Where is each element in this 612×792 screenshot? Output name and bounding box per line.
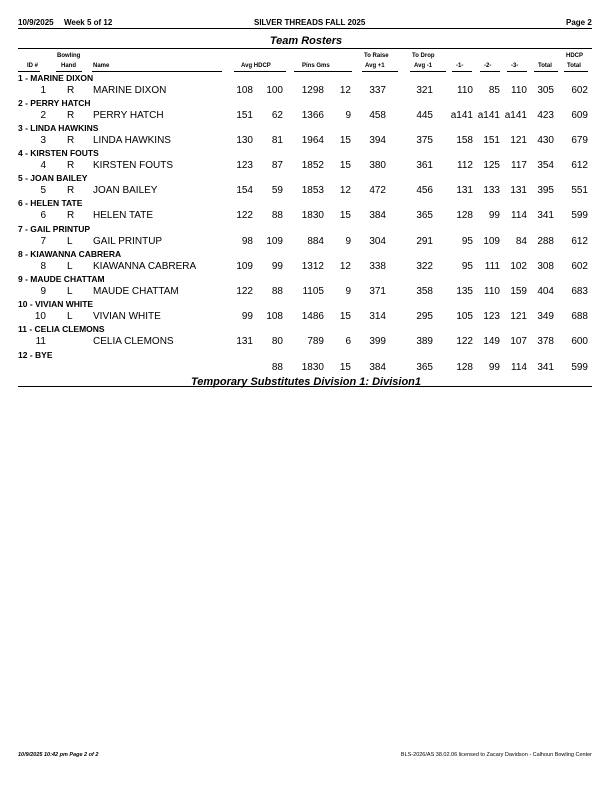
to-raise: 394 [369, 135, 386, 146]
col-game1: -1- [456, 63, 464, 69]
game-3: 84 [515, 236, 527, 247]
game-3: 117 [511, 160, 527, 171]
bowler-games: 15 [339, 160, 351, 171]
bowler-hdcp: 59 [271, 185, 283, 196]
bowler-hdcp: 99 [271, 261, 283, 272]
col-hdcp-total: Total [567, 63, 581, 69]
bowler-hdcp: 100 [266, 85, 283, 96]
team-label: 10 - VIVIAN WHITE [18, 299, 94, 309]
col-hdcp: HDCP [566, 53, 584, 59]
hdcp-total: 600 [571, 336, 588, 347]
col-game2: -2- [484, 63, 492, 69]
roster-row [0, 261, 612, 273]
game-3: 114 [511, 362, 527, 373]
roster-row [0, 236, 612, 248]
team-label: 5 - JOAN BAILEY [18, 173, 88, 183]
roster-row [0, 362, 612, 374]
hdcp-total: 612 [571, 236, 588, 247]
to-raise: 371 [369, 286, 386, 297]
bowler-hand: L [67, 261, 73, 272]
underline-to-raise [362, 71, 398, 72]
to-drop: 361 [416, 160, 433, 171]
game-3: 107 [510, 336, 527, 347]
col-pins-gms: Pins Gms [302, 63, 330, 69]
bowler-avg: 98 [241, 236, 253, 247]
bowler-id: 7 [40, 236, 46, 247]
series-total: 430 [537, 135, 554, 146]
game-3: 121 [510, 311, 527, 322]
bowler-avg: 122 [236, 210, 253, 221]
col-to-raise: To Raise [364, 53, 389, 59]
bowler-games: 9 [345, 236, 351, 247]
series-total: 395 [537, 185, 554, 196]
report-date: 10/9/2025 [18, 18, 54, 27]
bowler-pins: 1312 [301, 261, 324, 272]
bowler-pins: 1830 [301, 210, 324, 221]
bowler-name: KIRSTEN FOUTS [93, 160, 174, 171]
game-1: 158 [456, 135, 473, 146]
game-3: a141 [504, 110, 527, 121]
report-week: Week 5 of 12 [64, 18, 113, 27]
team-label: 11 - CELIA CLEMONS [18, 324, 105, 334]
bowler-hand: L [67, 236, 73, 247]
col-bowling: Bowling [57, 53, 81, 59]
bowler-avg: 109 [236, 261, 253, 272]
bowler-name: PERRY HATCH [93, 110, 164, 121]
bowler-avg: 131 [236, 336, 253, 347]
to-raise: 384 [369, 362, 386, 373]
bowler-id: 2 [40, 110, 46, 121]
team-label: 2 - PERRY HATCH [18, 98, 91, 108]
bowler-games: 15 [339, 210, 351, 221]
bowler-name: KIAWANNA CABRERA [93, 261, 197, 272]
roster-row [0, 160, 612, 172]
to-drop: 456 [416, 185, 433, 196]
to-raise: 399 [369, 336, 386, 347]
bowler-id: 9 [40, 286, 46, 297]
bowler-avg: 108 [236, 85, 253, 96]
bowler-games: 9 [345, 286, 351, 297]
underline-avg-hdcp [234, 71, 286, 72]
series-total: 288 [537, 236, 554, 247]
bowler-pins: 1852 [301, 160, 324, 171]
bowler-name: GAIL PRINTUP [93, 236, 163, 247]
game-1: 122 [456, 336, 473, 347]
series-total: 349 [537, 311, 554, 322]
roster-row [0, 135, 612, 147]
game-2: 151 [483, 135, 500, 146]
hdcp-total: 602 [571, 261, 588, 272]
col-avg-hdcp: Avg HDCP [241, 63, 271, 69]
substitutes-rule [18, 386, 592, 387]
underline-game2 [480, 71, 500, 72]
underline-game1 [452, 71, 472, 72]
col-avg-plus: Avg +1 [365, 63, 385, 69]
game-2: 149 [483, 336, 500, 347]
bowler-games: 12 [339, 185, 351, 196]
bowler-name: JOAN BAILEY [93, 185, 158, 196]
to-raise: 337 [369, 85, 386, 96]
bowler-games: 15 [339, 135, 351, 146]
col-id: ID # [27, 63, 39, 69]
game-3: 121 [510, 135, 527, 146]
bowler-pins: 1853 [301, 185, 324, 196]
col-avg-minus: Avg -1 [414, 63, 433, 69]
to-raise: 338 [369, 261, 386, 272]
series-total: 305 [537, 85, 554, 96]
bowler-hand: R [67, 135, 75, 146]
bowler-hand: L [67, 311, 73, 322]
bowler-id: 3 [40, 135, 46, 146]
hdcp-total: 683 [571, 286, 588, 297]
bowler-name: CELIA CLEMONS [93, 336, 174, 347]
to-raise: 304 [369, 236, 386, 247]
game-3: 159 [510, 286, 527, 297]
underline-hdcp-total [564, 71, 588, 72]
bowler-pins: 789 [307, 336, 324, 347]
bowler-hdcp: 80 [271, 336, 283, 347]
game-2: 133 [483, 185, 500, 196]
game-2: 109 [483, 236, 500, 247]
team-label: 6 - HELEN TATE [18, 198, 83, 208]
to-drop: 375 [416, 135, 433, 146]
series-total: 423 [537, 110, 554, 121]
col-name: Name [93, 63, 110, 69]
bowler-avg: 151 [236, 110, 253, 121]
hdcp-total: 602 [571, 85, 588, 96]
hdcp-total: 679 [571, 135, 588, 146]
bowler-avg: 123 [236, 160, 253, 171]
team-label: 9 - MAUDE CHATTAM [18, 274, 105, 284]
bowler-name: MAUDE CHATTAM [93, 286, 179, 297]
series-total: 341 [537, 210, 554, 221]
game-2: 85 [488, 85, 500, 96]
game-1: 105 [456, 311, 473, 322]
game-3: 110 [511, 85, 527, 96]
to-drop: 445 [416, 110, 433, 121]
team-label: 7 - GAIL PRINTUP [18, 224, 91, 234]
underline-to-drop [410, 71, 446, 72]
game-2: 110 [484, 286, 500, 297]
col-to-drop: To Drop [412, 53, 435, 59]
game-1: 128 [456, 210, 473, 221]
col-game3: -3- [511, 63, 519, 69]
bowler-hand: R [67, 160, 75, 171]
bowler-pins: 1964 [301, 135, 324, 146]
bowler-pins: 1830 [301, 362, 324, 373]
bowler-hand: R [67, 210, 75, 221]
to-raise: 384 [369, 210, 386, 221]
game-1: 95 [461, 261, 473, 272]
roster-row [0, 85, 612, 97]
bowler-hdcp: 87 [271, 160, 283, 171]
bowler-pins: 1298 [301, 85, 324, 96]
bowler-pins: 1486 [301, 311, 324, 322]
series-total: 341 [537, 362, 554, 373]
hdcp-total: 551 [571, 185, 588, 196]
game-2: a141 [477, 110, 500, 121]
substitutes-title: Temporary Substitutes Division 1: Division1 [190, 376, 422, 388]
bowler-id: 5 [40, 185, 46, 196]
bowler-name: HELEN TATE [93, 210, 154, 221]
col-hand: Hand [61, 63, 76, 69]
bowler-games: 9 [345, 110, 351, 121]
bowler-pins: 1366 [301, 110, 324, 121]
to-raise: 458 [369, 110, 386, 121]
bowler-hand: L [67, 286, 73, 297]
roster-row [0, 311, 612, 323]
game-1: 110 [457, 85, 473, 96]
bowler-id: 6 [40, 210, 46, 221]
to-drop: 322 [416, 261, 433, 272]
bowler-id: 10 [34, 311, 46, 322]
league-name: SILVER THREADS FALL 2025 [254, 18, 366, 27]
to-drop: 365 [416, 362, 433, 373]
to-drop: 321 [416, 85, 433, 96]
roster-row [0, 185, 612, 197]
team-label: 8 - KIAWANNA CABRERA [18, 249, 122, 259]
game-1: 135 [456, 286, 473, 297]
underline-total [534, 71, 558, 72]
roster-row [0, 110, 612, 122]
col-total: Total [538, 63, 552, 69]
bowler-pins: 1105 [302, 286, 324, 297]
game-2: 123 [483, 311, 500, 322]
roster-row [0, 336, 612, 348]
game-3: 114 [511, 210, 527, 221]
bowler-hdcp: 108 [266, 311, 283, 322]
to-raise: 472 [369, 185, 386, 196]
series-total: 404 [537, 286, 554, 297]
footer-license: BLS-2026/AS 38.02.06 licensed to Zacary Davidson - Calhoun Bowling Center [400, 752, 592, 758]
underline-id [18, 71, 40, 72]
game-3: 131 [510, 185, 527, 196]
hdcp-total: 599 [571, 210, 588, 221]
to-drop: 358 [416, 286, 433, 297]
roster-row [0, 286, 612, 298]
bowler-avg: 122 [236, 286, 253, 297]
to-raise: 314 [369, 311, 386, 322]
hdcp-total: 688 [571, 311, 588, 322]
bowler-games: 12 [339, 85, 351, 96]
team-label: 1 - MARINE DIXON [18, 73, 94, 83]
underline-pins-gms [294, 71, 352, 72]
page-title: Team Rosters [269, 35, 343, 47]
to-drop: 389 [416, 336, 433, 347]
team-label: 3 - LINDA HAWKINS [18, 123, 99, 133]
bowler-hdcp: 88 [271, 210, 283, 221]
team-label: 4 - KIRSTEN FOUTS [18, 148, 99, 158]
hdcp-total: 612 [571, 160, 588, 171]
series-total: 308 [537, 261, 554, 272]
bowler-hdcp: 81 [271, 135, 283, 146]
underline-game3 [507, 71, 527, 72]
underline-hand [56, 71, 82, 72]
bowler-hand: R [67, 110, 75, 121]
to-raise: 380 [369, 160, 386, 171]
bowler-id: 11 [35, 336, 46, 347]
bowler-hdcp: 109 [266, 236, 283, 247]
bowler-hand: R [67, 185, 75, 196]
hdcp-total: 599 [571, 362, 588, 373]
bowler-pins: 884 [307, 236, 324, 247]
bowler-hdcp: 88 [271, 362, 283, 373]
bowler-avg: 154 [236, 185, 253, 196]
team-label: 12 - BYE [18, 350, 53, 360]
bowler-games: 15 [339, 311, 351, 322]
to-drop: 295 [416, 311, 433, 322]
bowler-id: 4 [40, 160, 46, 171]
to-drop: 291 [416, 236, 433, 247]
title-rule [18, 48, 592, 49]
game-2: 99 [488, 362, 500, 373]
to-drop: 365 [416, 210, 433, 221]
game-2: 111 [484, 261, 500, 272]
bowler-hand: R [67, 85, 75, 96]
game-1: 95 [461, 236, 473, 247]
underline-name [92, 71, 222, 72]
footer-timestamp: 10/9/2025 10:42 pm Page 2 of 2 [18, 752, 99, 758]
game-2: 125 [483, 160, 500, 171]
bowler-games: 15 [339, 362, 351, 373]
header-rule [18, 28, 592, 29]
hdcp-total: 609 [571, 110, 588, 121]
series-total: 354 [537, 160, 554, 171]
bowler-hdcp: 62 [271, 110, 283, 121]
game-1: 112 [457, 160, 473, 171]
game-1: 131 [456, 185, 473, 196]
bowler-games: 6 [345, 336, 351, 347]
bowler-name: VIVIAN WHITE [93, 311, 161, 322]
bowler-id: 8 [40, 261, 46, 272]
bowler-avg: 130 [236, 135, 253, 146]
roster-row [0, 210, 612, 222]
bowler-games: 12 [339, 261, 351, 272]
game-1: a141 [450, 110, 473, 121]
page-number: Page 2 [566, 18, 592, 27]
game-3: 102 [510, 261, 527, 272]
bowler-name: MARINE DIXON [93, 85, 167, 96]
game-1: 128 [456, 362, 473, 373]
series-total: 378 [537, 336, 554, 347]
bowler-hdcp: 88 [271, 286, 283, 297]
bowler-avg: 99 [241, 311, 253, 322]
game-2: 99 [488, 210, 500, 221]
bowler-name: LINDA HAWKINS [93, 135, 171, 146]
bowler-id: 1 [40, 85, 46, 96]
